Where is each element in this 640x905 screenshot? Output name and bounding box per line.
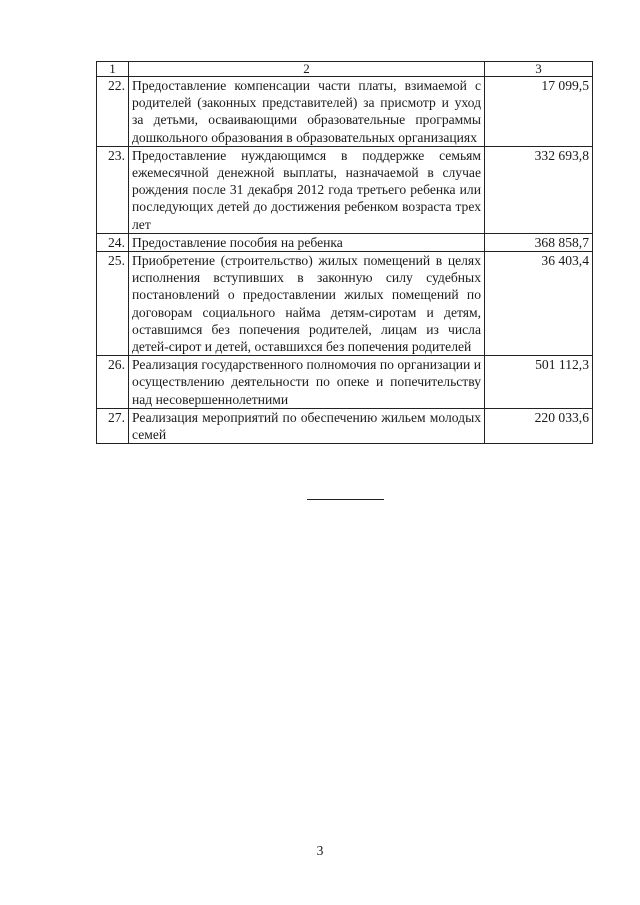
row-description: Приобретение (строительство) жилых помещений в целях исполнения вступивших в законную силу судебных постановлений о предоставлении жилых помещений по договорам социального найма детям-сиротам и детям, оставшимся без попечения родителей, лицам из числа детей-сирот и детей, оставшихся без попечения родителей: [129, 252, 485, 356]
row-description: Предоставление нуждающимся в поддержке семьям ежемесячной денежной выплаты, назначаемой в случае рождения после 31 декабря 2012 года третьего ребенка или последующих детей до достижения ребенком возраста трех лет: [129, 146, 485, 233]
row-amount: 332 693,8: [485, 146, 593, 233]
row-number: 23.: [97, 146, 129, 233]
row-number: 27.: [97, 408, 129, 443]
row-amount: 17 099,5: [485, 77, 593, 147]
row-description: Предоставление пособия на ребенка: [129, 233, 485, 251]
column-header-amount: 3: [485, 62, 593, 77]
row-description: Реализация мероприятий по обеспечению жильем молодых семей: [129, 408, 485, 443]
row-amount: 220 033,6: [485, 408, 593, 443]
row-amount: 501 112,3: [485, 356, 593, 409]
column-header-description: 2: [129, 62, 485, 77]
table-row: [97, 408, 593, 443]
table-row: [97, 233, 593, 251]
row-description: Предоставление компенсации части платы, взимаемой с родителей (законных представителей) за присмотр и уход за детьми, осваивающими образовательные программы дошкольного образования в образовательных организациях: [129, 77, 485, 147]
row-amount: 36 403,4: [485, 252, 593, 356]
row-number: 25.: [97, 252, 129, 356]
table-row: [97, 356, 593, 409]
table-row: [97, 252, 593, 356]
column-header-number: 1: [97, 62, 129, 77]
table-header-row: [97, 62, 593, 77]
budget-table: [96, 61, 593, 444]
end-divider-line: [307, 499, 384, 500]
row-number: 26.: [97, 356, 129, 409]
table-row: [97, 77, 593, 147]
table-row: [97, 146, 593, 233]
page-number: 3: [316, 843, 324, 858]
row-amount: 368 858,7: [485, 233, 593, 251]
row-number: 24.: [97, 233, 129, 251]
row-number: 22.: [97, 77, 129, 147]
row-description: Реализация государственного полномочия по организации и осуществлению деятельности по опеке и попечительству над несовершеннолетними: [129, 356, 485, 409]
